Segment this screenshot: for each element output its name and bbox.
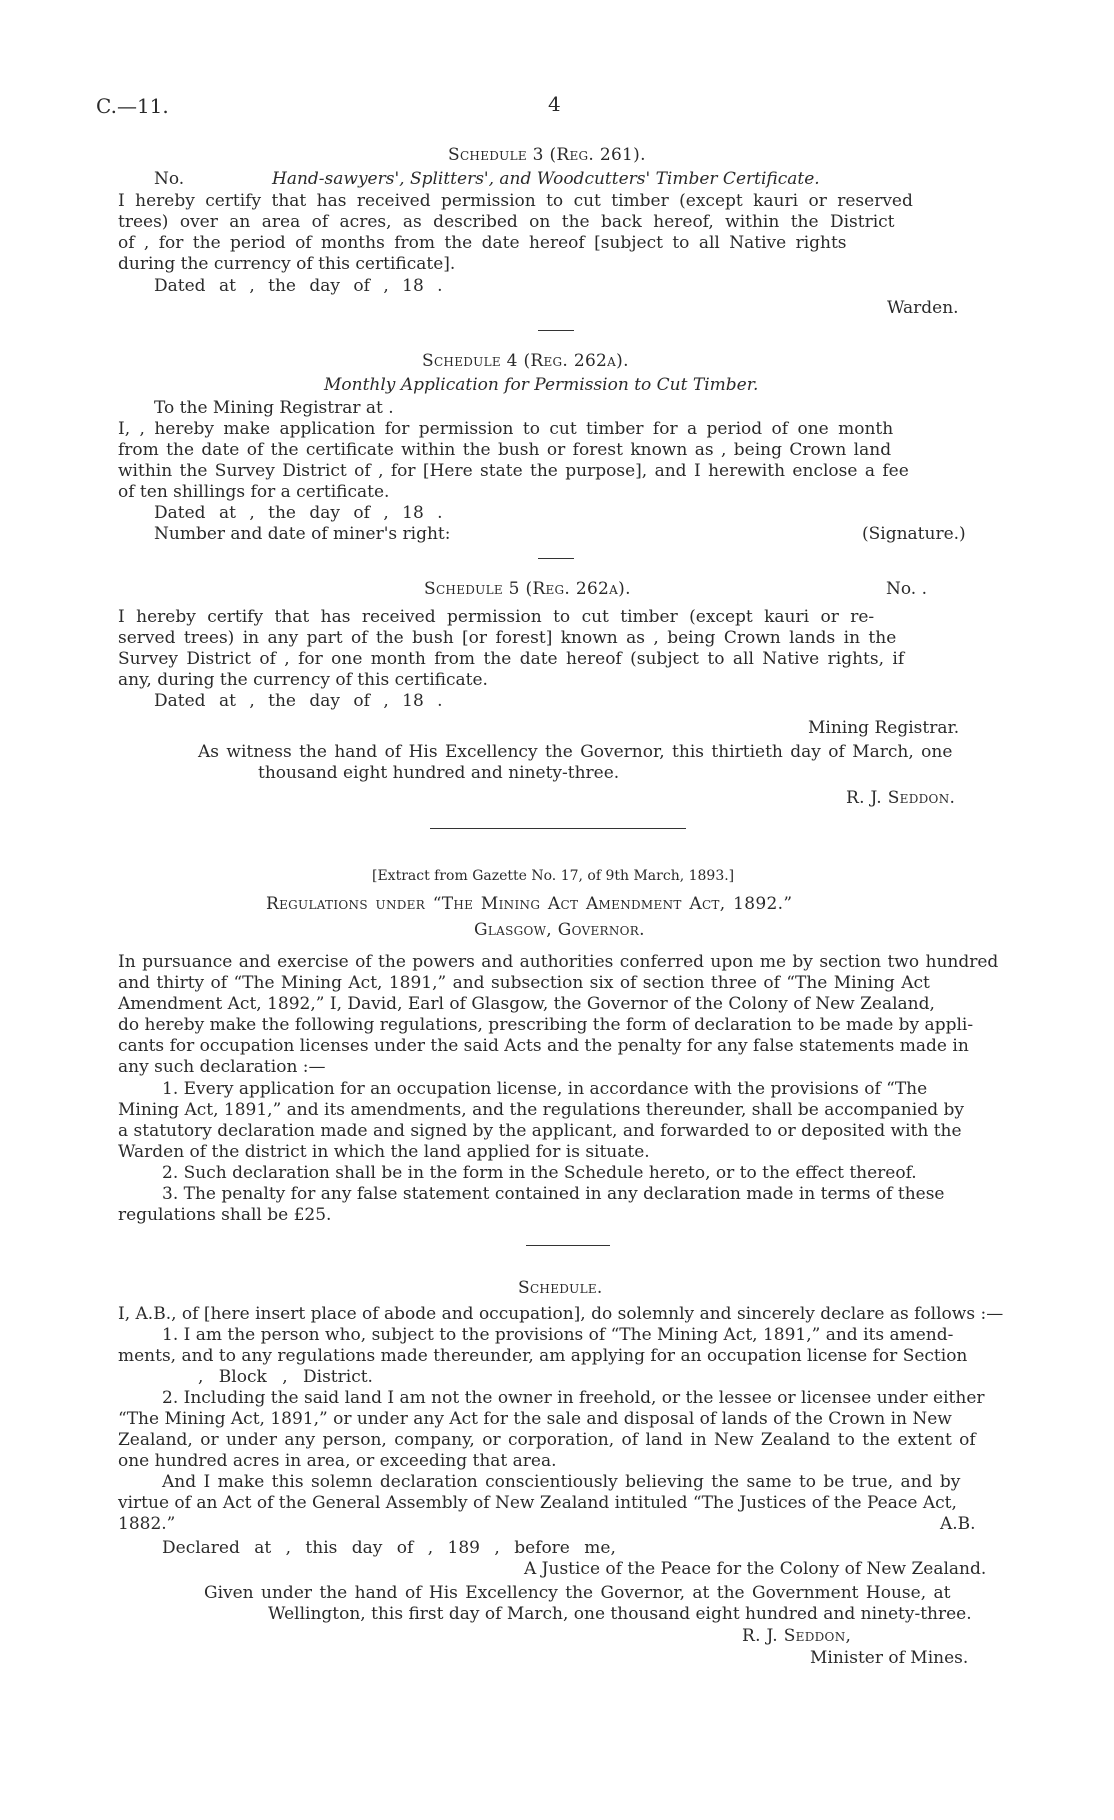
preamble-line: In pursuance and exercise of the powers and authorities conferred upon me by section two hundred — [118, 952, 999, 972]
schedule-p2-line: “The Mining Act, 1891,” or under any Act for the sale and disposal of lands of the Crown in New — [118, 1409, 952, 1429]
schedule5-signer: Mining Registrar. — [808, 718, 960, 738]
schedule5-line3: Survey District of , for one month from the date hereof (subject to all Native rights, if — [118, 649, 905, 669]
schedule3-dated: Dated at , the day of , 18 . — [154, 276, 443, 296]
preamble-line: Amendment Act, 1892,” I, David, Earl of Glasgow, the Governor of the Colony of New Zealand, — [118, 994, 935, 1014]
schedule-p2-line: Zealand, or under any person, company, or corporation, of land in New Zealand to the extent of — [118, 1430, 976, 1450]
schedule3-title: Schedule 3 (Reg. 261). — [448, 145, 646, 165]
divider — [526, 1245, 610, 1246]
regulation-3-line: regulations shall be £25. — [118, 1205, 332, 1225]
schedule4-line4: of ten shillings for a certificate. — [118, 482, 390, 502]
schedule-p1-line: 1. I am the person who, subject to the provisions of “The Mining Act, 1891,” and its amend- — [162, 1325, 954, 1345]
schedule4-line2: from the date of the certificate within the bush or forest known as , being Crown land — [118, 440, 892, 460]
schedule4-line3: within the Survey District of , for [Here state the purpose], and I herewith enclose a fee — [118, 461, 909, 481]
schedule5-line2: served trees) in any part of the bush [or forest] known as , being Crown lands in the — [118, 628, 897, 648]
schedule3-line2: trees) over an area of acres, as described on the back hereof, within the District — [118, 212, 895, 232]
governor-line: Glasgow, Governor. — [474, 920, 645, 940]
schedule3-line1: I hereby certify that has received permission to cut timber (except kauri or reserved — [118, 191, 913, 211]
schedule4-signature: (Signature.) — [862, 524, 966, 544]
minister-title: Minister of Mines. — [810, 1648, 969, 1668]
schedule4-to: To the Mining Registrar at . — [154, 398, 394, 418]
schedule3-signer: Warden. — [887, 298, 959, 318]
preamble-line: do hereby make the following regulations, prescribing the form of declaration to be made by appli- — [118, 1015, 974, 1035]
regulation-2: 2. Such declaration shall be in the form in the Schedule hereto, or to the effect thereof. — [162, 1163, 917, 1183]
schedule3-line3: of , for the period of months from the date hereof [subject to all Native rights — [118, 233, 847, 253]
declarant-initials: A.B. — [940, 1514, 976, 1534]
regulation-1-line: Warden of the district in which the land applied for is situate. — [118, 1142, 650, 1162]
divider — [538, 330, 574, 331]
preamble-line: and thirty of “The Mining Act, 1891,” and subsection six of section three of “The Mining Act — [118, 973, 930, 993]
schedule3-line4: during the currency of this certificate]. — [118, 254, 456, 274]
schedule3-no: No. — [154, 169, 185, 189]
witness-line2: thousand eight hundred and ninety-three. — [258, 763, 620, 783]
schedule-p1-line: ments, and to any regulations made thereunder, am applying for an occupation license for Section — [118, 1346, 968, 1366]
schedule5-line4: any, during the currency of this certificate. — [118, 670, 488, 690]
schedule4-dated: Dated at , the day of , 18 . — [154, 503, 443, 523]
schedule-p3-line: virtue of an Act of the General Assembly of New Zealand intituled “The Justices of the Peace Act, — [118, 1493, 957, 1513]
section-divider — [430, 828, 686, 829]
regulation-1-line: a statutory declaration made and signed by the applicant, and forwarded to or deposited with the — [118, 1121, 962, 1141]
series-code: C.—11. — [96, 94, 169, 118]
schedule5-line1: I hereby certify that has received permission to cut timber (except kauri or re- — [118, 607, 875, 627]
regulation-3-line: 3. The penalty for any false statement contained in any declaration made in terms of these — [162, 1184, 945, 1204]
schedule4-title: Schedule 4 (Reg. 262a). — [422, 351, 629, 371]
divider — [538, 558, 574, 559]
witness-line1: As witness the hand of His Excellency the Governor, this thirtieth day of March, one — [198, 742, 953, 762]
schedule-title: Schedule. — [518, 1278, 603, 1298]
given-line2: Wellington, this first day of March, one thousand eight hundred and ninety-three. — [268, 1604, 972, 1624]
schedule5-title: Schedule 5 (Reg. 262a). — [424, 579, 631, 599]
schedule-p1-line: , Block , District. — [198, 1367, 373, 1387]
regulation-1-line: 1. Every application for an occupation license, in accordance with the provisions of “The — [162, 1079, 928, 1099]
schedule4-line1: I, , hereby make application for permission to cut timber for a period of one month — [118, 419, 894, 439]
schedule-p3-line: 1882.” — [118, 1514, 176, 1534]
schedule5-no: No. . — [886, 579, 928, 599]
schedule-intro: I, A.B., of [here insert place of abode and occupation], do solemnly and sincerely declare as follows :— — [118, 1304, 1004, 1324]
schedule3-subtitle: Hand-sawyers', Splitters', and Woodcutters' Timber Certificate. — [272, 169, 820, 189]
schedule-p2-line: 2. Including the said land I am not the owner in freehold, or the lessee or licensee under either — [162, 1388, 985, 1408]
signature-seddon-2: R. J. Seddon, — [742, 1626, 852, 1646]
schedule-p2-line: one hundred acres in area, or exceeding that area. — [118, 1451, 557, 1471]
gazette-extract: [Extract from Gazette No. 17, of 9th March, 1893.] — [372, 868, 735, 884]
regulation-1-line: Mining Act, 1891,” and its amendments, and the regulations thereunder, shall be accompanied by — [118, 1100, 964, 1120]
page-number: 4 — [548, 92, 561, 116]
schedule-p3-line: And I make this solemn declaration conscientiously believing the same to be true, and by — [162, 1472, 961, 1492]
schedule5-dated: Dated at , the day of , 18 . — [154, 691, 443, 711]
justice-line: A Justice of the Peace for the Colony of New Zealand. — [524, 1559, 987, 1579]
preamble-line: any such declaration :— — [118, 1057, 326, 1077]
regulations-title: Regulations under “The Mining Act Amendment Act, 1892.” — [266, 894, 793, 914]
schedule4-subtitle: Monthly Application for Permission to Cut Timber. — [324, 375, 759, 395]
declared-at: Declared at , this day of , 189 , before me, — [162, 1538, 616, 1558]
miners-right: Number and date of miner's right: — [154, 524, 451, 544]
preamble-line: cants for occupation licenses under the said Acts and the penalty for any false statements made in — [118, 1036, 969, 1056]
given-line1: Given under the hand of His Excellency the Governor, at the Government House, at — [204, 1583, 951, 1603]
signature-seddon: R. J. Seddon. — [846, 788, 956, 808]
